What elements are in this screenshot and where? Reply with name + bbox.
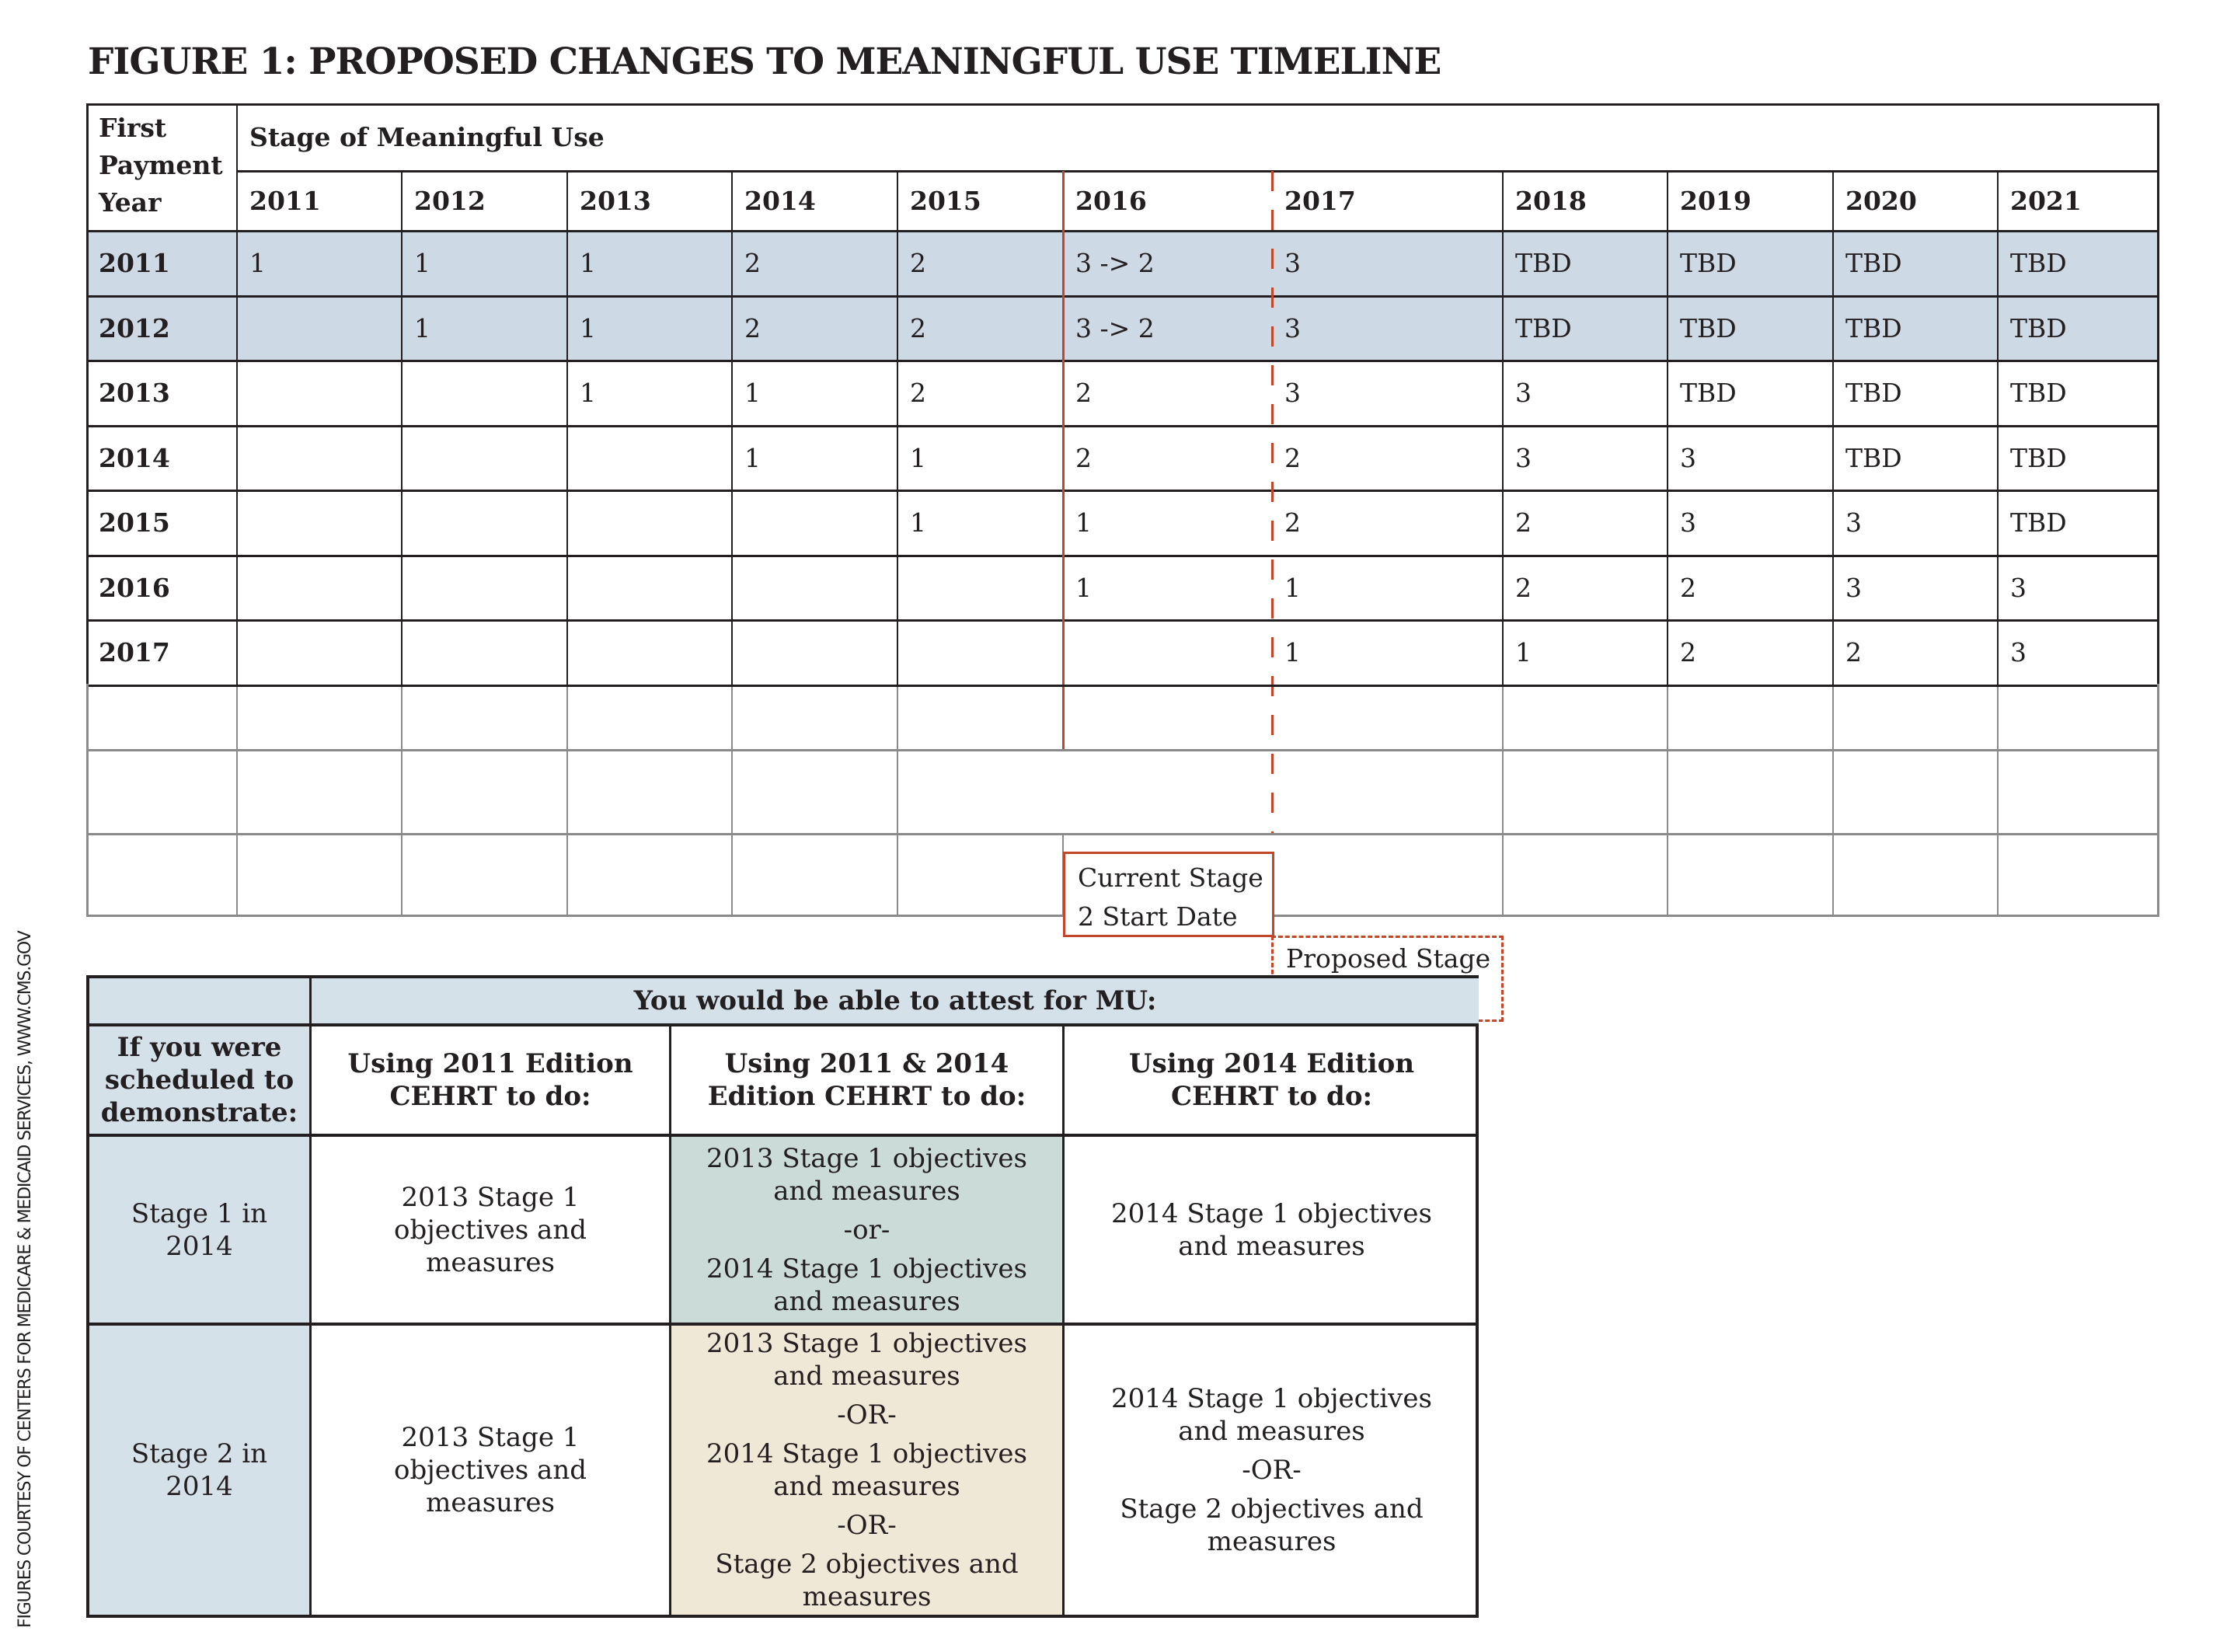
stage-cell: 2: [1680, 572, 1696, 603]
attest-option: 2013 Stage 1 objectives and measures: [706, 1328, 1027, 1392]
stage-cell: TBD: [1503, 231, 1668, 296]
stage-cell: 3: [1680, 442, 1696, 473]
stage-cell: 2: [897, 231, 1063, 296]
row-label: 2012: [86, 296, 237, 361]
grid-line: [236, 103, 238, 685]
stage-cell: [567, 620, 732, 685]
stage-cell: [732, 556, 897, 621]
stage-cell: [732, 490, 897, 556]
attestation-table: [86, 975, 1479, 1618]
stage-cell: [897, 556, 1063, 621]
row-header: If you were scheduled to demonstrate:: [89, 1023, 309, 1134]
stage-cell: [237, 490, 402, 556]
stage-cell: 1: [402, 296, 567, 361]
stage-cell: TBD: [2010, 507, 2067, 538]
group-header: Stage of Meaningful Use: [249, 122, 605, 152]
stage-cell: [567, 490, 732, 556]
current-stage-2-marker-line: [1062, 171, 1065, 749]
grid-line: [237, 170, 2159, 173]
row-label: 2014: [99, 442, 170, 473]
row-label: 2011: [86, 231, 237, 296]
stage-cell: [402, 556, 567, 621]
or-separator: -OR-: [837, 1510, 897, 1541]
stage-cell: TBD: [1680, 378, 1737, 409]
stage-cell: 3: [1284, 378, 1301, 409]
stage-cell: 2: [1845, 637, 1862, 668]
stage-cell: [567, 556, 732, 621]
stage-cell: TBD: [2010, 378, 2067, 409]
stage-cell: 3 -> 2: [1063, 231, 1272, 296]
annotation-line: Current Stage: [1078, 863, 1263, 893]
grid-line: [86, 295, 2159, 298]
attest-option: 2013 Stage 1 objectives and measures: [394, 1422, 587, 1518]
stage-cell: 3: [2010, 637, 2027, 668]
stage-cell: TBD: [2010, 442, 2067, 473]
stage-cell: [237, 426, 402, 491]
column-header-2014: Using 2014 Edition CEHRT to do:: [1062, 1023, 1479, 1134]
stage-cell: [732, 620, 897, 685]
year-header-2014: 2014: [744, 186, 816, 216]
attest-option: 2014 Stage 1 objectives and measures: [706, 1253, 1027, 1317]
stage-cell: 2: [1680, 637, 1696, 668]
stage-cell: 1: [1075, 572, 1092, 603]
grid-line: [86, 230, 2159, 232]
grid-line: [86, 749, 2159, 751]
or-separator: -OR-: [1242, 1455, 1302, 1486]
stage-cell: 2: [897, 296, 1063, 361]
row-label: 2016: [99, 572, 170, 603]
grid-line: [86, 425, 2159, 427]
stage-cell: 3 -> 2: [1063, 296, 1272, 361]
attest-row-label: Stage 1 in 2014: [89, 1134, 309, 1323]
corner-header-line: Year: [99, 187, 162, 218]
corner-header-line: First: [99, 113, 167, 143]
stage-cell: 2: [732, 296, 897, 361]
year-header-2018: 2018: [1515, 186, 1587, 216]
attest-option: Stage 2 objectives and measures: [715, 1549, 1019, 1612]
stage-cell: 1: [744, 442, 761, 473]
stage-cell: 1: [1284, 637, 1301, 668]
year-header-2019: 2019: [1680, 186, 1751, 216]
grid-line: [897, 171, 898, 685]
stage-cell: 3: [1845, 572, 1862, 603]
attest-cell: [1062, 1323, 1479, 1615]
or-separator: -OR-: [837, 1399, 897, 1431]
stage-cell: TBD: [1503, 296, 1668, 361]
attest-cell: [309, 1323, 669, 1615]
grid-line: [86, 685, 2159, 687]
grid-line: [86, 360, 2159, 362]
stage-cell: [897, 620, 1063, 685]
attest-cell: [669, 1323, 1062, 1615]
grid-line: [566, 685, 568, 918]
proposed-stage-3-marker-line: [1271, 171, 1274, 833]
stage-cell: [237, 361, 402, 426]
grid-line: [401, 171, 403, 685]
stage-cell: 1: [1284, 572, 1301, 603]
stage-cell: 3: [1272, 296, 1503, 361]
grid-line: [1997, 171, 1999, 685]
attest-cell: [1062, 1134, 1479, 1323]
grid-line: [236, 685, 238, 918]
grid-line: [86, 833, 2159, 835]
year-header-2015: 2015: [910, 186, 981, 216]
stage-cell: [402, 490, 567, 556]
stage-cell: [402, 361, 567, 426]
stage-cell: 2: [732, 231, 897, 296]
stage-cell: 1: [580, 378, 596, 409]
stage-cell: 1: [567, 231, 732, 296]
column-header-2011-2014: Using 2011 & 2014 Edition CEHRT to do:: [669, 1023, 1062, 1134]
stage-cell: 2: [910, 378, 926, 409]
stage-cell: 2: [1284, 442, 1301, 473]
grid-line: [1997, 685, 1999, 918]
corner-header: [86, 103, 237, 231]
stage-cell: [237, 620, 402, 685]
grid-line: [897, 685, 898, 918]
attest-option: 2014 Stage 1 objectives and measures: [1111, 1197, 1432, 1262]
stage-cell: [402, 620, 567, 685]
year-header-2012: 2012: [414, 186, 486, 216]
stage-cell: 2: [1515, 572, 1532, 603]
stage-cell: 3: [1845, 507, 1862, 538]
stage-cell: 1: [1515, 637, 1532, 668]
grid-line: [86, 490, 2159, 492]
stage-cell: TBD: [1833, 231, 1998, 296]
grid-line: [401, 685, 403, 918]
attest-group-header: You would be able to attest for MU:: [309, 978, 1479, 1023]
stage-cell: TBD: [1668, 296, 1833, 361]
grid-line: [86, 555, 2159, 557]
stage-cell: [567, 426, 732, 491]
row-label: 2013: [99, 378, 170, 409]
figure-credit: FIGURES COURTESY OF CENTERS FOR MEDICARE & MEDICAID SERVICES, WWW.CMS.GOV: [16, 931, 35, 1628]
grid-line: [1832, 171, 1834, 685]
current-stage-2-annotation: [1063, 852, 1274, 937]
stage-cell: TBD: [1998, 231, 2159, 296]
stage-cell: 1: [910, 442, 926, 473]
attest-row-label: Stage 2 in 2014: [89, 1323, 309, 1615]
stage-cell: [237, 556, 402, 621]
stage-cell: 1: [567, 296, 732, 361]
stage-cell: [402, 426, 567, 491]
attest-option: 2014 Stage 1 objectives and measures: [706, 1438, 1027, 1502]
attest-option: Stage 2 objectives and measures: [1120, 1493, 1424, 1557]
attest-option: 2013 Stage 1 objectives and measures: [706, 1142, 1027, 1207]
year-header-2013: 2013: [580, 186, 651, 216]
stage-cell: 2: [1075, 378, 1092, 409]
corner-header-line: Payment: [99, 150, 223, 180]
stage-cell: TBD: [1845, 378, 1902, 409]
stage-cell: 2: [1515, 507, 1532, 538]
stage-cell: 1: [744, 378, 761, 409]
year-header-2021: 2021: [2010, 186, 2082, 216]
grid-line: [1832, 685, 1834, 918]
attest-cell: [669, 1134, 1062, 1323]
attest-option: 2013 Stage 1 objectives and measures: [394, 1181, 587, 1278]
grid-line: [566, 171, 568, 685]
corner-cell: [89, 978, 309, 1023]
annotation-line: Proposed Stage: [1286, 943, 1491, 974]
attest-option: 2014 Stage 1 objectives and measures: [1111, 1383, 1432, 1447]
grid-line: [1667, 685, 1668, 918]
stage-cell: 1: [1075, 507, 1092, 538]
grid-line: [731, 171, 733, 685]
stage-cell: TBD: [1845, 442, 1902, 473]
stage-cell: TBD: [1668, 231, 1833, 296]
grid-line: [1667, 171, 1668, 685]
stage-cell: [1063, 620, 1272, 685]
stage-cell: 3: [1680, 507, 1696, 538]
stage-cell: 2: [1284, 507, 1301, 538]
annotation-line: 2 Start Date: [1078, 901, 1238, 932]
stage-cell: [237, 296, 402, 361]
grid-line: [1502, 685, 1504, 918]
stage-cell: 1: [910, 507, 926, 538]
stage-cell: 1: [237, 231, 402, 296]
stage-cell: 3: [2010, 572, 2027, 603]
stage-cell: 2: [1075, 442, 1092, 473]
timeline-table: [86, 103, 2159, 974]
year-header-2016: 2016: [1075, 186, 1147, 216]
attest-cell: [309, 1134, 669, 1323]
stage-cell: 1: [402, 231, 567, 296]
grid-line: [86, 619, 2159, 622]
row-label: 2015: [99, 507, 170, 538]
stage-cell: 3: [1515, 442, 1532, 473]
stage-cell: TBD: [1833, 296, 1998, 361]
row-label: 2017: [99, 637, 170, 668]
column-header-2011: Using 2011 Edition CEHRT to do:: [309, 1023, 669, 1134]
stage-cell: TBD: [1998, 296, 2159, 361]
grid-line: [1502, 171, 1504, 685]
stage-cell: 3: [1515, 378, 1532, 409]
grid-line: [731, 685, 733, 918]
or-separator: -or-: [843, 1214, 890, 1246]
year-header-2020: 2020: [1845, 186, 1917, 216]
figure-title: FIGURE 1: PROPOSED CHANGES TO MEANINGFUL USE TIMELINE: [88, 40, 1441, 83]
year-header-2011: 2011: [249, 186, 321, 216]
stage-cell: 3: [1272, 231, 1503, 296]
year-header-2017: 2017: [1284, 186, 1356, 216]
